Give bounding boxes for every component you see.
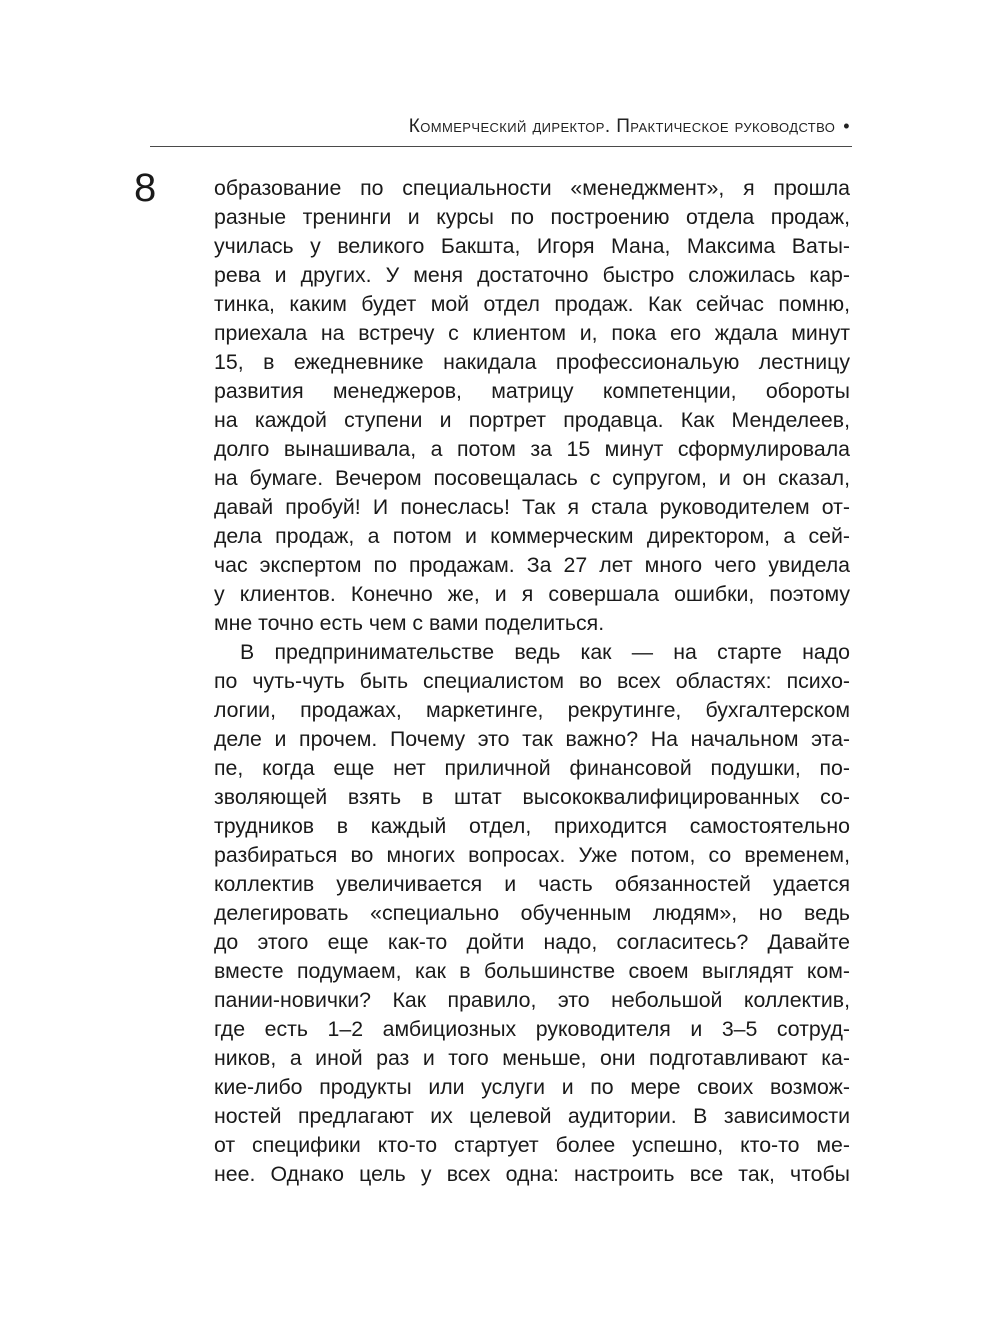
- text-line: давай пробуй! И понеслась! Так я стала руководителем от-: [214, 495, 850, 519]
- text-line: логии, продажах, маркетинге, рекрутинге, бухгалтерском: [214, 698, 850, 722]
- text-line: В предпринимательстве ведь как — на старте надо: [240, 640, 850, 664]
- text-line: на бумаге. Вечером посовещалась с супругом, и он сказал,: [214, 466, 850, 490]
- text-line: долго вынашивала, а потом за 15 минут сформулировала: [214, 437, 850, 461]
- page-number: 8: [134, 166, 157, 210]
- text-line: зволяющей взять в штат высококвалифицированных со-: [214, 785, 850, 809]
- paragraph-2: [214, 638, 850, 1189]
- text-line: пании-новички? Как правило, это небольшой коллектив,: [214, 988, 850, 1012]
- body-text: [214, 174, 850, 1189]
- text-line: дела продаж, а потом и коммерческим директором, а сей-: [214, 524, 850, 548]
- running-header: [150, 116, 850, 138]
- text-line: ностей предлагают их целевой аудитории. В зависимости: [214, 1104, 850, 1128]
- text-line: образование по специальности «менеджмент», я прошла: [214, 176, 850, 200]
- bullet-icon: •: [843, 116, 850, 136]
- text-line: разбираться во многих вопросах. Уже потом, со временем,: [214, 843, 850, 867]
- text-line: пе, когда еще нет приличной финансовой подушки, по-: [214, 756, 850, 780]
- text-line: у клиентов. Конечно же, и я совершала ошибки, поэтому: [214, 582, 850, 606]
- header-rule: [150, 146, 852, 147]
- text-line: 15, в ежедневнике накидала профессиональую лестницу: [214, 350, 850, 374]
- text-line: час экспертом по продажам. За 27 лет много чего увидела: [214, 553, 850, 577]
- text-line: рева и других. У меня достаточно быстро сложилась кар-: [214, 263, 850, 287]
- text-line: ников, а иной раз и того меньше, они подготавливают ка-: [214, 1046, 850, 1070]
- text-line: приехала на встречу с клиентом и, пока его ждала минут: [214, 321, 850, 345]
- text-line: от специфики кто-то стартует более успешно, кто-то ме-: [214, 1133, 850, 1157]
- text-line: делегировать «специально обученным людям», но ведь: [214, 901, 850, 925]
- text-line: училась у великого Бакшта, Игоря Мана, Максима Baты-: [214, 234, 850, 258]
- text-line: нее. Однако цель у всех одна: настроить все так, чтобы: [214, 1162, 850, 1186]
- text-line: на каждой ступени и портрет продавца. Как Менделеев,: [214, 408, 850, 432]
- text-line: деле и прочем. Почему это так важно? На начальном эта-: [214, 727, 850, 751]
- text-line: тинка, каким будет мой отдел продаж. Как сейчас помню,: [214, 292, 850, 316]
- text-line: мне точно есть чем с вами поделиться.: [214, 611, 605, 635]
- text-line: коллектив увеличивается и часть обязанностей удается: [214, 872, 850, 896]
- running-header-title: Коммерческий директор. Практическое руководство: [408, 116, 836, 137]
- text-line: трудников в каждый отдел, приходится самостоятельно: [214, 814, 850, 838]
- text-line: по чуть-чуть быть специалистом во всех областях: психо-: [214, 669, 850, 693]
- text-line: до этого еще как-то дойти надо, согласитесь? Давайте: [214, 930, 850, 954]
- text-line: развития менеджеров, матрицу компетенции, обороты: [214, 379, 850, 403]
- text-line: где есть 1–2 амбициозных руководителя и 3–5 сотруд-: [214, 1017, 850, 1041]
- text-line: разные тренинги и курсы по построению отдела продаж,: [214, 205, 850, 229]
- paragraph-1: [214, 174, 850, 638]
- text-line: кие-либо продукты или услуги и по мере своих возмож-: [214, 1075, 850, 1099]
- text-line: вместе подумаем, как в большинстве своем выглядят ком-: [214, 959, 850, 983]
